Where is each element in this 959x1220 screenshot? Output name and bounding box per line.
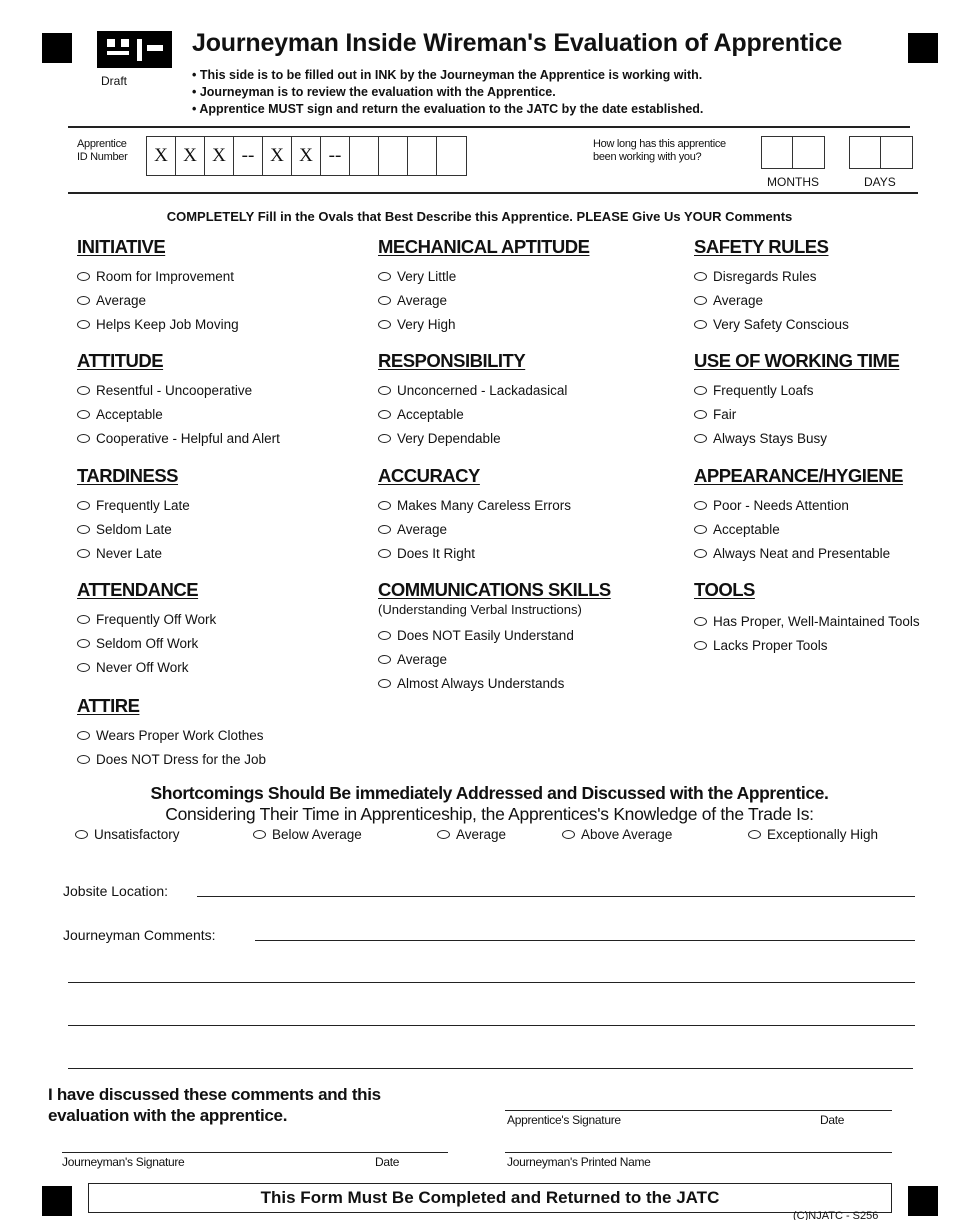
id-label-line: Apprentice [77, 138, 127, 150]
option-label: Never Late [96, 545, 163, 561]
option-label: Very Dependable [397, 430, 501, 446]
journeyman-signature-line[interactable] [62, 1152, 448, 1153]
id-digit-box[interactable]: X [205, 137, 234, 175]
option-label: Average [456, 827, 507, 842]
apprentice-signature-line[interactable] [505, 1110, 892, 1111]
oval-radio-icon[interactable] [77, 501, 90, 510]
journeyman-printed-name-line[interactable] [505, 1152, 892, 1153]
oval-radio-icon[interactable] [77, 639, 90, 648]
knowledge-option[interactable] [562, 827, 672, 842]
oval-radio-icon[interactable] [378, 386, 391, 395]
oval-radio-icon[interactable] [378, 501, 391, 510]
category-tools [694, 579, 920, 657]
rating-option[interactable] [694, 312, 849, 336]
page-title: Journeyman Inside Wireman's Evaluation of Apprentice [192, 29, 843, 57]
rating-option[interactable] [378, 426, 567, 450]
oval-radio-icon[interactable] [77, 663, 90, 672]
oval-radio-icon[interactable] [75, 830, 88, 839]
journeyman-date-label: Date [375, 1155, 400, 1169]
rating-option[interactable] [77, 288, 239, 312]
fill-instructions: COMPLETELY Fill in the Ovals that Best Describe this Apprentice. PLEASE Give Us YOUR Comments [166, 209, 793, 224]
option-label: Very Safety Conscious [713, 316, 849, 332]
category-attitude [77, 350, 280, 450]
option-label: Seldom Late [96, 521, 172, 537]
shortcomings-notice: Shortcomings Should Be immediately Addressed and Discussed with the Apprentice. [150, 783, 829, 803]
rating-option[interactable] [77, 747, 266, 771]
rating-option[interactable] [694, 541, 903, 565]
option-label: Very High [397, 316, 456, 332]
option-label: Seldom Off Work [96, 635, 199, 651]
instruction-line: • Journeyman is to review the evaluation with the Apprentice. [192, 85, 556, 99]
option-label: Poor - Needs Attention [713, 497, 849, 513]
rating-option[interactable] [378, 264, 589, 288]
option-label: Frequently Off Work [96, 611, 217, 627]
rating-option[interactable] [378, 378, 567, 402]
logo [97, 31, 172, 68]
option-label: Always Stays Busy [713, 430, 828, 446]
option-label: Above Average [581, 827, 673, 842]
oval-radio-icon[interactable] [378, 655, 391, 664]
category-title: USE OF WORKING TIME [694, 350, 900, 371]
option-label: Cooperative - Helpful and Alert [96, 430, 280, 446]
option-label: Average [96, 292, 147, 308]
registration-mark-bottom-right [908, 1186, 938, 1216]
rating-option[interactable] [694, 426, 899, 450]
apprentice-id-field[interactable] [146, 136, 467, 176]
oval-radio-icon[interactable] [77, 320, 90, 329]
rating-option[interactable] [694, 517, 903, 541]
oval-radio-icon[interactable] [378, 272, 391, 281]
rating-option[interactable] [77, 631, 216, 655]
oval-radio-icon[interactable] [378, 296, 391, 305]
option-label: Unsatisfactory [94, 827, 180, 842]
oval-radio-icon[interactable] [77, 272, 90, 281]
rating-option[interactable] [694, 288, 849, 312]
option-label: Average [397, 292, 448, 308]
rating-option[interactable] [378, 402, 567, 426]
instruction-line: • This side is to be filled out in INK by the Journeyman the Apprentice is working with. [192, 68, 703, 82]
how-long-line: been working with you? [593, 151, 702, 163]
option-label: Exceptionally High [767, 827, 879, 842]
category-communications-skills [378, 579, 611, 695]
oval-radio-icon[interactable] [694, 617, 707, 626]
oval-radio-icon[interactable] [694, 641, 707, 650]
oval-radio-icon[interactable] [694, 410, 707, 419]
oval-radio-icon[interactable] [378, 525, 391, 534]
oval-radio-icon[interactable] [562, 830, 575, 839]
option-label: Unconcerned - Lackadasical [397, 382, 568, 398]
rating-option[interactable] [77, 378, 280, 402]
journeyman-printed-name-label: Journeyman's Printed Name [507, 1155, 651, 1169]
id-digit-box[interactable] [437, 137, 466, 175]
apprentice-id-label [77, 138, 127, 164]
rating-option[interactable] [77, 723, 266, 747]
registration-mark-bottom-left [42, 1186, 72, 1216]
option-label: Frequently Late [96, 497, 190, 513]
option-label: Does NOT Dress for the Job [96, 751, 267, 767]
option-label: Fair [713, 406, 737, 422]
option-label: Disregards Rules [713, 268, 817, 284]
id-digit-box[interactable] [379, 137, 408, 175]
category-title: ATTENDANCE [77, 579, 199, 600]
option-label: Does It Right [397, 545, 476, 561]
knowledge-option[interactable] [748, 827, 878, 842]
journeyman-comments-label: Journeyman Comments: [63, 927, 216, 943]
rating-option[interactable] [378, 312, 589, 336]
discussion-line: I have discussed these comments and this [48, 1085, 381, 1104]
oval-radio-icon[interactable] [694, 549, 707, 558]
rating-option[interactable] [694, 378, 899, 402]
category-responsibility [378, 350, 567, 450]
option-label: Almost Always Understands [397, 675, 565, 691]
category-title: ATTIRE [77, 695, 140, 716]
jobsite-location-label: Jobsite Location: [63, 883, 169, 899]
option-label: Lacks Proper Tools [713, 637, 828, 653]
id-digit-box[interactable] [350, 137, 379, 175]
category-appearance-hygiene [694, 465, 903, 565]
rating-option[interactable] [77, 517, 190, 541]
category-attendance [77, 579, 216, 679]
rating-option[interactable] [77, 312, 239, 336]
instructions [192, 67, 703, 118]
id-digit-box[interactable]: -- [321, 137, 350, 175]
days-field[interactable] [849, 136, 913, 169]
rating-option[interactable] [378, 647, 611, 671]
oval-radio-icon[interactable] [694, 320, 707, 329]
category-initiative [77, 236, 239, 336]
oval-radio-icon[interactable] [77, 525, 90, 534]
knowledge-option[interactable] [253, 827, 362, 842]
option-label: Helps Keep Job Moving [96, 316, 239, 332]
months-label: MONTHS [767, 175, 819, 189]
option-label: Average [397, 651, 448, 667]
oval-radio-icon[interactable] [253, 830, 266, 839]
divider [68, 126, 910, 128]
option-label: Room for Improvement [96, 268, 235, 284]
oval-radio-icon[interactable] [77, 615, 90, 624]
option-label: Always Neat and Presentable [713, 545, 891, 561]
id-digit-box[interactable]: X [147, 137, 176, 175]
category-title: MECHANICAL APTITUDE [378, 236, 590, 257]
category-mechanical-aptitude [378, 236, 589, 336]
option-label: Very Little [397, 268, 457, 284]
category-title: APPEARANCE/HYGIENE [694, 465, 903, 486]
apprentice-date-label: Date [820, 1113, 845, 1127]
category-title: ACCURACY [378, 465, 480, 486]
category-title: ATTITUDE [77, 350, 164, 371]
rating-option[interactable] [77, 426, 280, 450]
option-label: Wears Proper Work Clothes [96, 727, 264, 743]
oval-radio-icon[interactable] [378, 679, 391, 688]
option-label: Does NOT Easily Understand [397, 627, 574, 643]
oval-radio-icon[interactable] [77, 296, 90, 305]
rating-option[interactable] [694, 264, 849, 288]
category-title: RESPONSIBILITY [378, 350, 526, 371]
rating-option[interactable] [378, 541, 571, 565]
oval-radio-icon[interactable] [437, 830, 450, 839]
option-label: Resentful - Uncooperative [96, 382, 253, 398]
rating-option[interactable] [378, 517, 571, 541]
oval-radio-icon[interactable] [694, 434, 707, 443]
rating-option[interactable] [694, 633, 920, 657]
option-label: Makes Many Careless Errors [397, 497, 572, 513]
option-label: Average [397, 521, 448, 537]
comments-line[interactable] [68, 1068, 913, 1069]
option-label: Acceptable [96, 406, 163, 422]
discussion-line: evaluation with the apprentice. [48, 1106, 288, 1125]
discussion-statement [48, 1084, 381, 1126]
oval-radio-icon[interactable] [694, 272, 707, 281]
category-note: (Understanding Verbal Instructions) [378, 602, 582, 617]
rating-option[interactable] [77, 402, 280, 426]
rating-option[interactable] [378, 493, 571, 517]
rating-option[interactable] [77, 655, 216, 679]
rating-option[interactable] [694, 402, 899, 426]
oval-radio-icon[interactable] [378, 410, 391, 419]
registration-mark-top-right [908, 33, 938, 63]
id-digit-box[interactable]: X [292, 137, 321, 175]
oval-radio-icon[interactable] [77, 755, 90, 764]
oval-radio-icon[interactable] [378, 320, 391, 329]
registration-mark-top-left [42, 33, 72, 63]
oval-radio-icon[interactable] [748, 830, 761, 839]
rating-option[interactable] [77, 541, 190, 565]
oval-radio-icon[interactable] [694, 296, 707, 305]
journeyman-signature-label: Journeyman's Signature [62, 1155, 185, 1169]
oval-radio-icon[interactable] [694, 525, 707, 534]
how-long-label [593, 138, 726, 164]
rating-option[interactable] [77, 493, 190, 517]
return-notice: This Form Must Be Completed and Returned to the JATC [88, 1183, 892, 1213]
logo-caption: Draft [101, 74, 128, 88]
jobsite-location-field[interactable] [197, 896, 915, 897]
journeyman-comments-field[interactable] [255, 940, 915, 941]
form-code: (C)NJATC - S256 [793, 1210, 879, 1220]
option-label: Has Proper, Well-Maintained Tools [713, 613, 920, 629]
months-field[interactable] [761, 136, 825, 169]
id-digit-box[interactable]: -- [234, 137, 263, 175]
category-tardiness [77, 465, 190, 565]
divider [68, 192, 918, 194]
category-title: SAFETY RULES [694, 236, 829, 257]
oval-radio-icon[interactable] [378, 434, 391, 443]
how-long-line: How long has this apprentice [593, 138, 726, 150]
category-title: TOOLS [694, 579, 755, 600]
oval-radio-icon[interactable] [77, 410, 90, 419]
oval-radio-icon[interactable] [694, 501, 707, 510]
comments-line[interactable] [68, 982, 915, 983]
option-label: Frequently Loafs [713, 382, 814, 398]
knowledge-question: Considering Their Time in Apprenticeship, the Apprentices's Knowledge of the Trade Is: [165, 804, 814, 824]
oval-radio-icon[interactable] [77, 731, 90, 740]
option-label: Never Off Work [96, 659, 189, 675]
apprentice-signature-label: Apprentice's Signature [507, 1113, 621, 1127]
option-label: Acceptable [713, 521, 780, 537]
category-safety-rules [694, 236, 849, 336]
category-title: TARDINESS [77, 465, 179, 486]
option-label: Acceptable [397, 406, 464, 422]
knowledge-option[interactable] [437, 827, 506, 842]
id-digit-box[interactable] [408, 137, 437, 175]
category-attire [77, 695, 266, 771]
oval-radio-icon[interactable] [77, 549, 90, 558]
category-use-of-working-time [694, 350, 899, 450]
option-label: Average [713, 292, 764, 308]
rating-option[interactable] [77, 607, 216, 631]
option-label: Below Average [272, 827, 362, 842]
id-digit-box[interactable]: X [263, 137, 292, 175]
category-accuracy [378, 465, 571, 565]
category-title: COMMUNICATIONS SKILLS [378, 579, 611, 600]
days-label: DAYS [864, 175, 896, 189]
rating-option[interactable] [378, 288, 589, 312]
rating-option[interactable] [694, 609, 920, 633]
rating-option[interactable] [694, 493, 903, 517]
oval-radio-icon[interactable] [77, 386, 90, 395]
category-title: INITIATIVE [77, 236, 166, 257]
rating-option[interactable] [378, 671, 611, 695]
oval-radio-icon[interactable] [378, 549, 391, 558]
oval-radio-icon[interactable] [694, 386, 707, 395]
id-label-line: ID Number [77, 151, 128, 163]
rating-option[interactable] [77, 264, 239, 288]
rating-option[interactable] [378, 623, 611, 647]
oval-radio-icon[interactable] [378, 631, 391, 640]
oval-radio-icon[interactable] [77, 434, 90, 443]
knowledge-option[interactable] [75, 827, 180, 842]
instruction-line: • Apprentice MUST sign and return the evaluation to the JATC by the date established. [192, 102, 704, 116]
comments-line[interactable] [68, 1025, 915, 1026]
id-digit-box[interactable]: X [176, 137, 205, 175]
